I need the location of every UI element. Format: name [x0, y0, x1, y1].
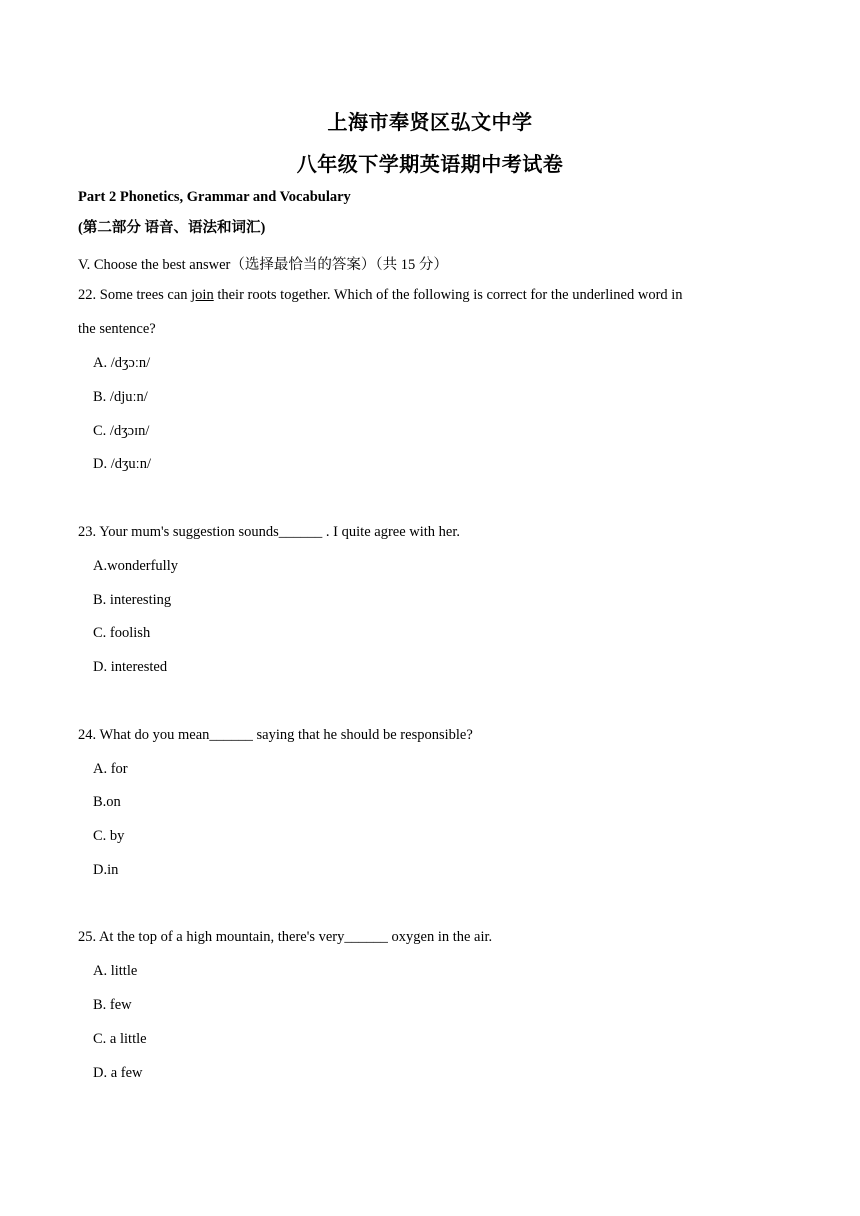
underlined-word: join — [191, 287, 214, 303]
part-subtitle: (第二部分 语音、语法和词汇) — [78, 220, 266, 236]
question-22-stem-after: their roots together. Which of the following is correct for the underlined word in — [213, 287, 683, 303]
question-25-option-b: B. few — [93, 997, 132, 1013]
question-22-option-d: D. /dʒuːn/ — [93, 456, 151, 472]
question-22-stem — [78, 287, 683, 304]
question-25-option-c: C. a little — [93, 1031, 147, 1047]
question-22-stem-before: 22. Some trees can — [78, 287, 192, 303]
question-24-option-b: B.on — [93, 794, 121, 810]
question-23-option-b: B. interesting — [93, 592, 172, 608]
question-25-option-a: A. little — [93, 963, 138, 979]
question-25-option-d: D. a few — [93, 1065, 143, 1081]
question-23-stem: 23. Your mum's suggestion sounds______ . I quite agree with her. — [78, 524, 461, 540]
question-24-option-a: A. for — [93, 761, 128, 777]
question-25-stem: 25. At the top of a high mountain, there's very______ oxygen in the air. — [78, 929, 493, 945]
question-23-option-d: D. interested — [93, 659, 168, 675]
section-title: V. Choose the best answer（选择最恰当的答案）（共 15 分） — [78, 257, 448, 273]
part-title: Part 2 Phonetics, Grammar and Vocabulary — [78, 189, 351, 205]
question-22-option-a: A. /dʒɔːn/ — [93, 355, 151, 371]
question-24-option-c: C. by — [93, 828, 125, 844]
question-23-option-c: C. foolish — [93, 625, 151, 641]
question-24-option-d: D.in — [93, 862, 119, 878]
exam-title: 八年级下学期英语期中考试卷 — [296, 152, 564, 176]
question-23-option-a: A.wonderfully — [93, 558, 178, 574]
question-22-option-c: C. /dʒɔɪn/ — [93, 423, 150, 439]
school-title: 上海市奉贤区弘文中学 — [327, 110, 533, 134]
question-24-stem: 24. What do you mean______ saying that he should be responsible? — [78, 727, 473, 743]
question-22-stem-line2: the sentence? — [78, 321, 156, 337]
question-22-option-b: B. /djuːn/ — [93, 389, 148, 405]
